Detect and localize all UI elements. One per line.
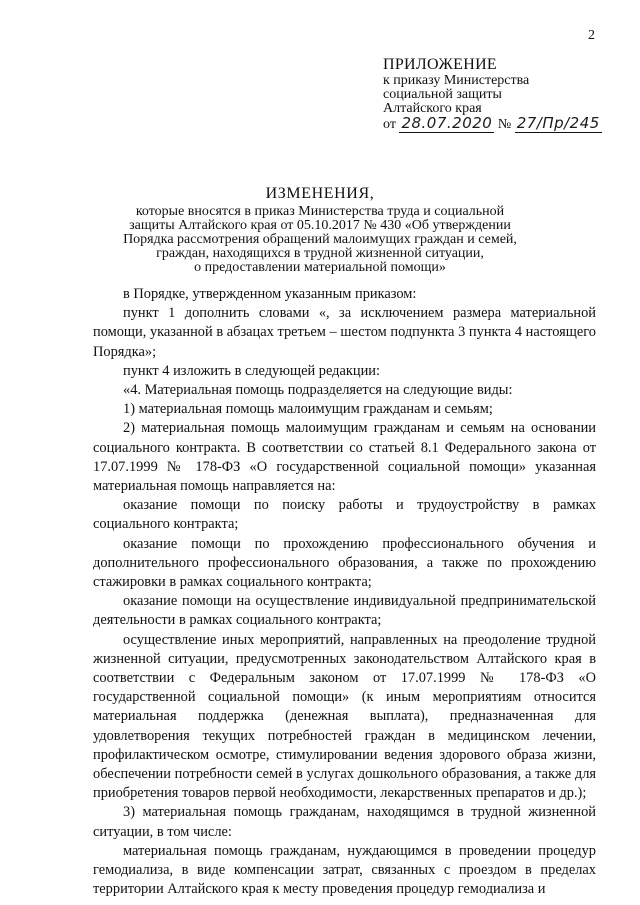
appendix-block: [383, 58, 602, 132]
appendix-line: Алтайского края: [383, 101, 482, 116]
paragraph: осуществление иных мероприятий, направленных на преодоление трудной жизненной ситуации, предусмотренных законодательством Алтайского края в соответствии с Федеральным законом от 17.07.1999 № 178-ФЗ «О государственной социальной помощи» (к иным мероприятиям относится материальная поддержка (денежная выплата), предназначенная для удовлетворения текущих потребностей граждан в медицинском лечении, профилактическом осмотре, стимулировании ведения здорового образа жизни, обеспечении потребности семей в услугах дошкольного образования, а также для приобретения товаров первой необходимости, лекарственных препаратов и др.);: [93, 631, 596, 802]
paragraph: оказание помощи на осуществление индивидуальной предпринимательской деятельности в рамках социального контракта;: [93, 593, 596, 629]
heading-line: которые вносятся в приказ Министерства труда и социальной: [135, 204, 505, 219]
from-label: от: [383, 117, 396, 132]
heading-title: ИЗМЕНЕНИЯ,: [265, 185, 375, 202]
paragraph: пункт 1 дополнить словами «, за исключением размера материальной помощи, указанной в абзацах третьем – шестом подпункта 3 пункта 4 настоящего Порядка»;: [93, 305, 596, 360]
document-body: [93, 285, 596, 900]
appendix-line: к приказу Министерства: [383, 73, 530, 88]
handwritten-date: 28.07.2020: [401, 114, 493, 132]
page-number: 2: [588, 28, 595, 43]
paragraph: оказание помощи по прохождению профессионального обучения и дополнительного профессионального образования, а также по прохождению стажировки в рамках социального контракта;: [93, 535, 596, 591]
heading-line: граждан, находящихся в трудной жизненной ситуации,: [156, 246, 484, 261]
heading-line: Порядка рассмотрения обращений малоимущих граждан и семей,: [123, 232, 517, 247]
paragraph: оказание помощи по поиску работы и трудоустройству в рамках социального контракта;: [93, 497, 596, 533]
number-label: №: [497, 117, 512, 132]
paragraph: 2) материальная помощь малоимущим гражданам и семьям на основании социального контракта. В соответствии со статьей 8.1 Федерального закона от 17.07.1999 № 178-ФЗ «О государственной социальной помощи» указанная материальная помощь направляется на:: [93, 420, 596, 495]
paragraph: 1) материальная помощь малоимущим гражданам и семьям;: [123, 401, 493, 418]
paragraph: «4. Материальная помощь подразделяется на следующие виды:: [123, 382, 513, 399]
heading-line: защиты Алтайского края от 05.10.2017 № 430 «Об утверждении: [129, 218, 511, 233]
paragraph: 3) материальная помощь гражданам, находящимся в трудной жизненной ситуации, в том числе:: [93, 804, 596, 840]
appendix-line: социальной защиты: [383, 87, 502, 102]
paragraph: в Порядке, утвержденном указанным приказом:: [123, 286, 417, 302]
heading-line: о предоставлении материальной помощи»: [194, 260, 446, 275]
order-date-number-row: [383, 116, 602, 132]
paragraph: материальная помощь гражданам, нуждающимся в проведении процедур гемодиализа, в виде компенсации затрат, связанных с проездом в пределах территории Алтайского края к месту проведения процедур гемодиализа и: [93, 842, 596, 898]
appendix-title: ПРИЛОЖЕНИЕ: [383, 56, 498, 73]
paragraph: пункт 4 изложить в следующей редакции:: [123, 362, 380, 379]
document-heading: [60, 185, 580, 275]
handwritten-order-number: 27/Пр/245: [516, 114, 600, 132]
